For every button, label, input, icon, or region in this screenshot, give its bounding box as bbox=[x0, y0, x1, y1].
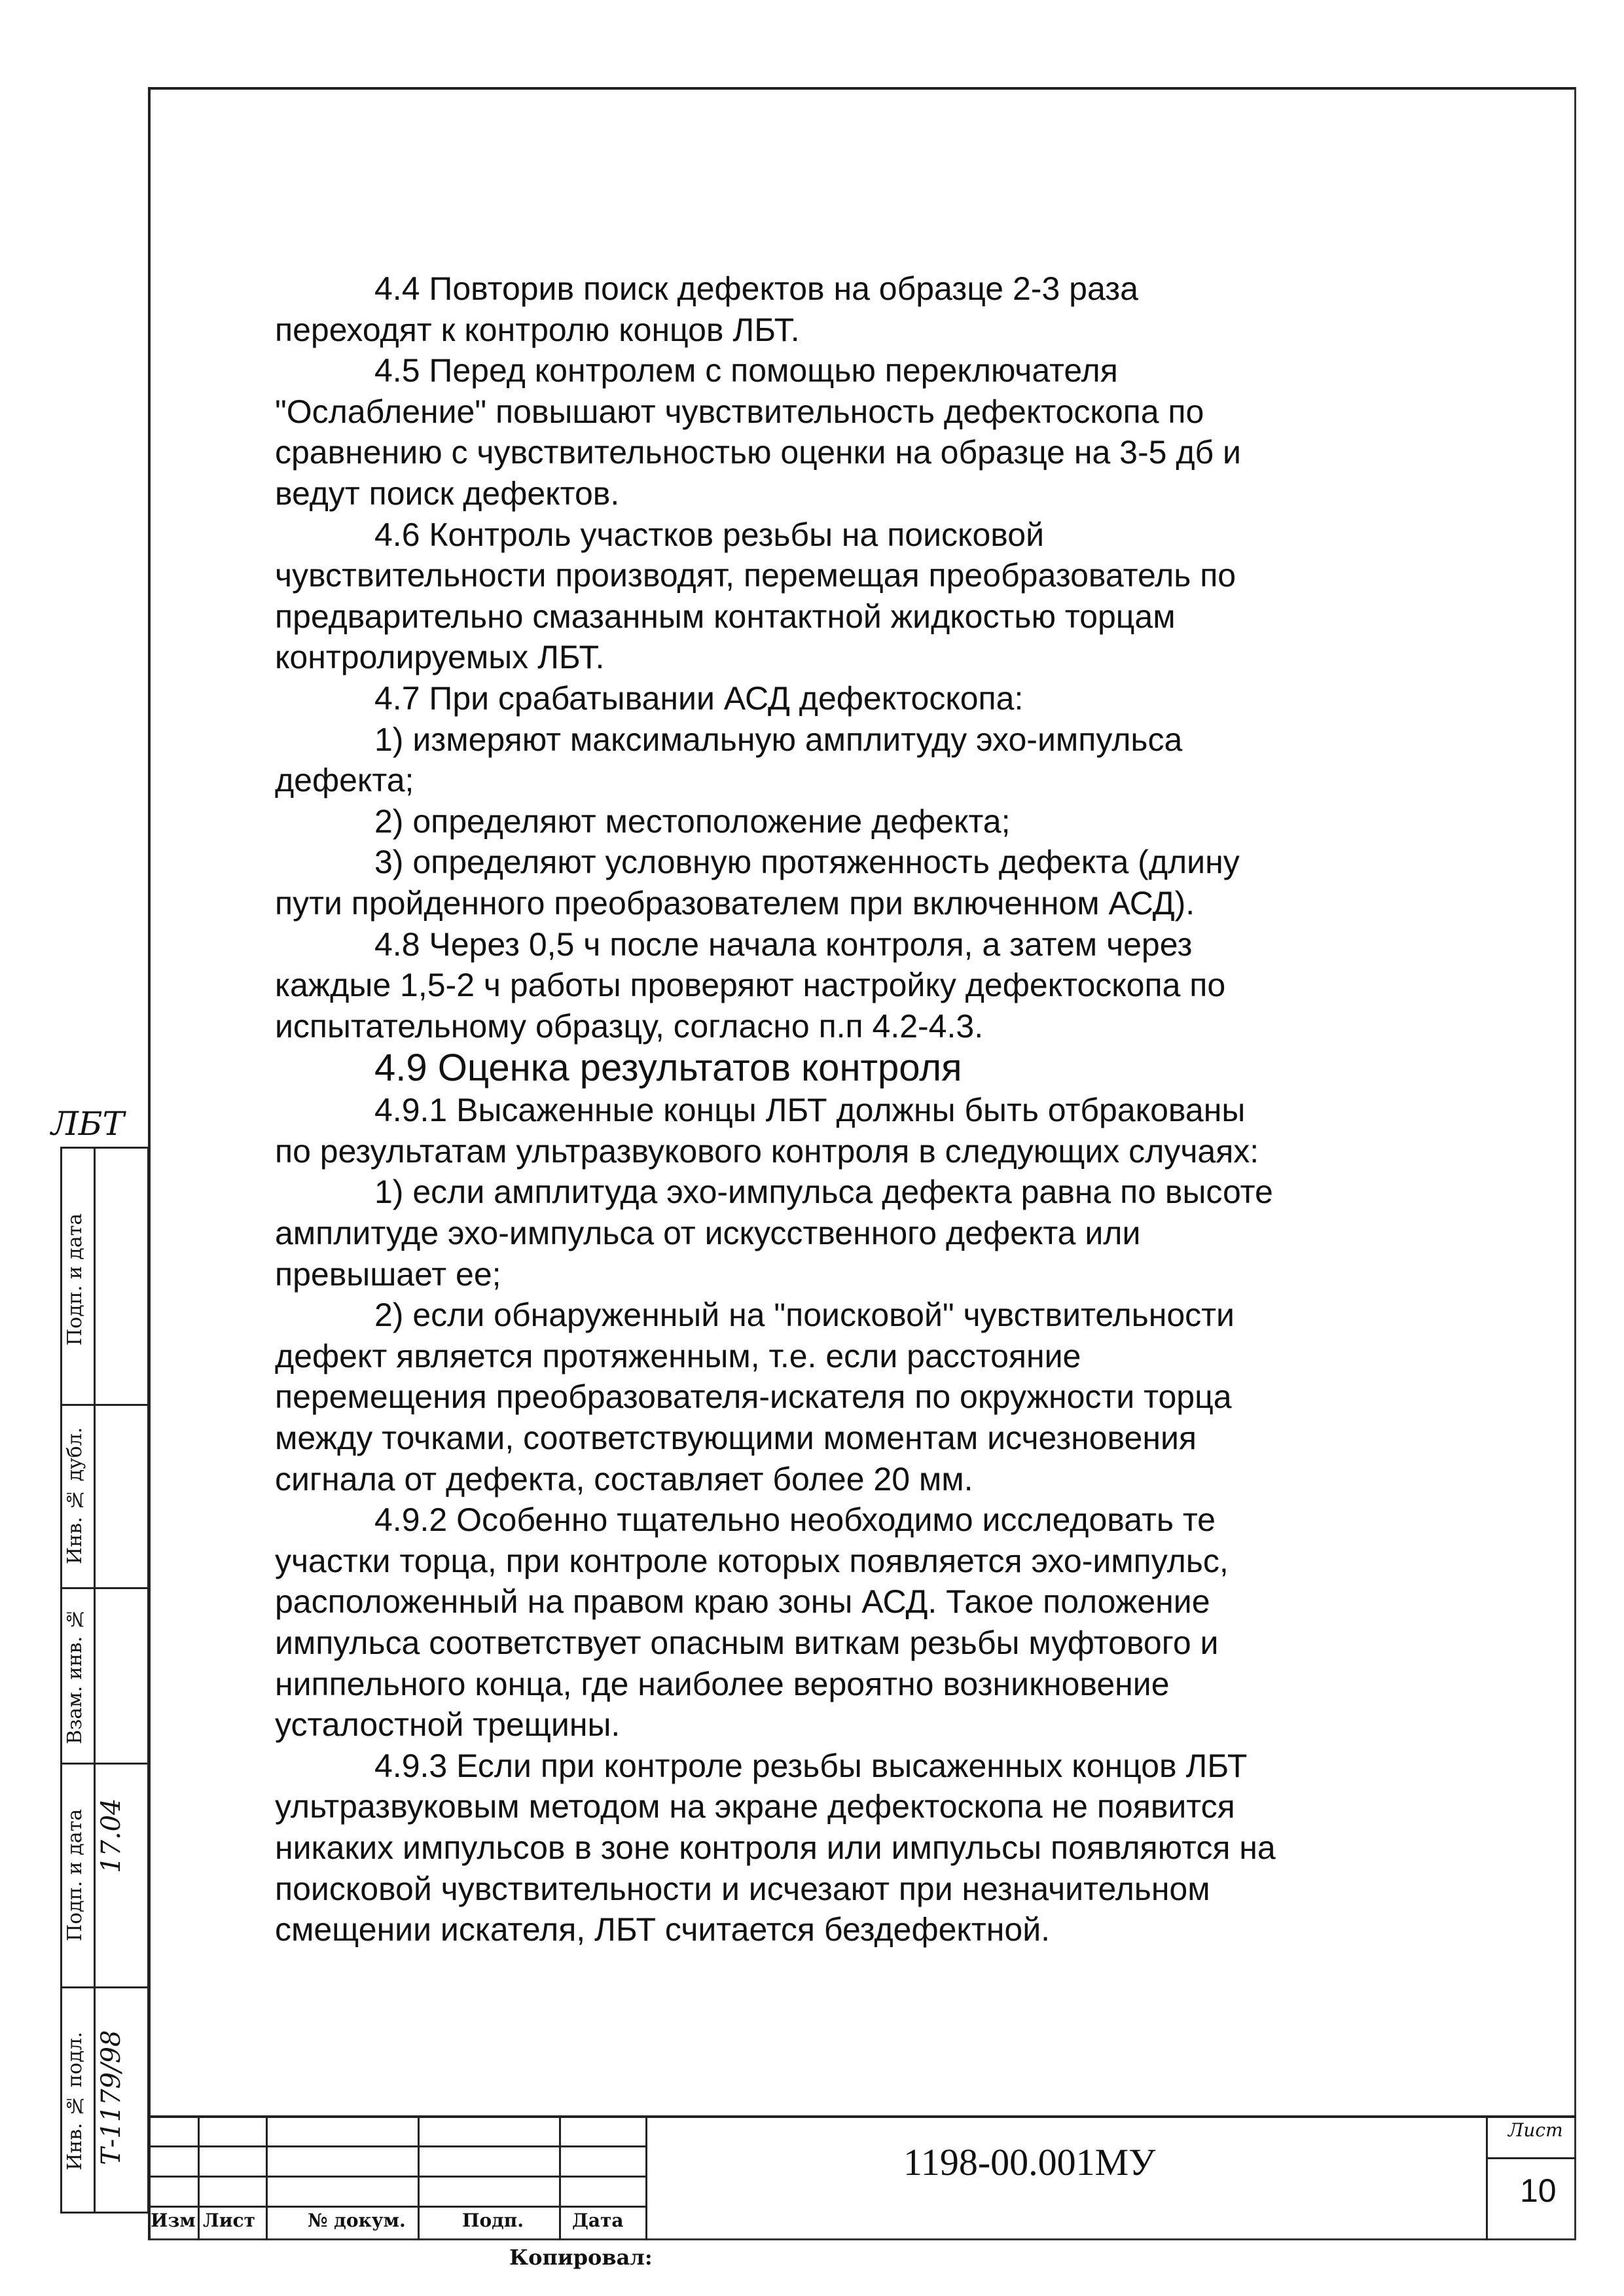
copied-by-label: Копировал: bbox=[509, 2245, 653, 2270]
para-4-6-line4: контролируемых ЛБТ. bbox=[275, 639, 605, 676]
margin-stamp-column bbox=[60, 1147, 149, 2214]
para-4-7-item1-cont: дефекта; bbox=[275, 762, 414, 799]
sheet-number: 10 bbox=[1520, 2172, 1557, 2209]
para-4-5-line2: "Ослабление" повышают чувствительность дефектоскопа по bbox=[275, 393, 1204, 430]
para-4-9-3: 4.9.3 Если при контроле резьбы высаженных концов ЛБТ bbox=[374, 1747, 1248, 1784]
title-block-col-line bbox=[418, 2118, 420, 2240]
title-block-col-line bbox=[645, 2118, 647, 2240]
para-4-6-line2: чувствительности производят, перемещая преобразователь по bbox=[275, 557, 1236, 594]
para-4-6-line3: предварительно смазанным контактной жидкостью торцам bbox=[275, 598, 1176, 635]
para-4-7-item2: 2) определяют местоположение дефекта; bbox=[374, 802, 1011, 840]
title-block-row-line bbox=[148, 2206, 645, 2208]
margin-label-podp-data: Подп. и дата bbox=[63, 1213, 86, 1346]
title-block-row-line bbox=[148, 2145, 645, 2147]
para-4-9-1-item2-line5: сигнала от дефекта, составляет более 20 мм. bbox=[275, 1460, 973, 1498]
para-4-9-2-line2: участки торца, при контроле которых появляется эхо-импульс, bbox=[275, 1542, 1229, 1579]
para-4-5: 4.5 Перед контролем с помощью переключателя bbox=[374, 352, 1118, 389]
title-block-col-line bbox=[198, 2118, 200, 2240]
margin-row-line bbox=[62, 1986, 147, 1988]
title-block-col-line bbox=[559, 2118, 561, 2240]
section-heading-4-9: 4.9 Оценка результатов контроля bbox=[374, 1047, 962, 1090]
para-4-9-3-line5: смещении искателя, ЛБТ считается бездефектной. bbox=[275, 1911, 1051, 1948]
para-4-9-2-line6: усталостной трещины. bbox=[275, 1706, 621, 1744]
col-list: Лист bbox=[203, 2210, 255, 2231]
title-block bbox=[148, 2115, 1576, 2240]
para-4-9-1-item1: 1) если амплитуда эхо-импульса дефекта равна по высоте bbox=[374, 1174, 1273, 1211]
para-4-9-3-line3: никаких импульсов в зоне контроля или импульсы появляются на bbox=[275, 1829, 1276, 1866]
title-block-row-line bbox=[148, 2176, 645, 2178]
col-data: Дата bbox=[572, 2210, 624, 2231]
sheet-label: Лист bbox=[1508, 2119, 1563, 2141]
document-body bbox=[275, 268, 1427, 1950]
para-4-9-1-item2-line4: между точками, соответствующими моментам исчезновения bbox=[275, 1420, 1197, 1457]
margin-mark: ЛБТ bbox=[51, 1105, 124, 1143]
para-4-8-line2: каждые 1,5-2 ч работы проверяют настройку дефектоскопа по bbox=[275, 967, 1226, 1004]
para-4-8-line3: испытательному образцу, согласно п.п 4.2-4.3. bbox=[275, 1007, 984, 1045]
para-4-9-2: 4.9.2 Особенно тщательно необходимо исследовать те bbox=[374, 1501, 1216, 1539]
para-4-7-item1: 1) измеряют максимальную амплитуду эхо-импульса bbox=[374, 721, 1183, 758]
para-4-9-3-line2: ультразвуковым методом на экране дефектоскопа не появится bbox=[275, 1788, 1235, 1825]
margin-label-inv-dubl: Инв. № дубл. bbox=[63, 1427, 86, 1564]
margin-row-line bbox=[62, 1587, 147, 1589]
para-4-5-line4: ведут поиск дефектов. bbox=[275, 475, 620, 512]
para-4-7-item3: 3) определяют условную протяженность дефекта (длину bbox=[374, 844, 1240, 881]
para-4-9-1-line2: по результатам ультразвукового контроля в следующих случаях: bbox=[275, 1132, 1259, 1170]
para-4-9-1-item1-line2: амплитуде эхо-импульса от искусственного дефекта или bbox=[275, 1215, 1141, 1252]
margin-label-inv-podl: Инв. № подл. bbox=[63, 2032, 86, 2170]
para-4-9-1-item2-line3: перемещения преобразователя-искателя по окружности торца bbox=[275, 1378, 1232, 1416]
para-4-4-cont: переходят к контролю концов ЛБТ. bbox=[275, 311, 800, 348]
para-4-5-line3: сравнению с чувствительностью оценки на образце на 3-5 дб и bbox=[275, 434, 1241, 471]
margin-divider bbox=[94, 1149, 96, 2212]
para-4-9-1-item2-line2: дефект является протяженным, т.е. если расстояние bbox=[275, 1337, 1081, 1374]
margin-label-vzam-inv: Взам. инв. № bbox=[63, 1607, 86, 1744]
para-4-9-1-item2: 2) если обнаруженный на "поисковой" чувствительности bbox=[374, 1297, 1235, 1334]
para-4-9-1: 4.9.1 Высаженные концы ЛБТ должны быть отбракованы bbox=[374, 1092, 1246, 1129]
para-4-9-2-line4: импульса соответствует опасным виткам резьбы муфтового и bbox=[275, 1624, 1219, 1661]
margin-label-podp-data-2: Подп. и дата bbox=[63, 1808, 86, 1942]
document-code: 1198-00.001МУ bbox=[903, 2141, 1156, 2183]
handwritten-date: 17.04 bbox=[96, 1798, 126, 1874]
para-4-9-2-line3: расположенный на правом краю зоны АСД. Такое положение bbox=[275, 1583, 1210, 1621]
handwritten-inv-number: Т-1179/98 bbox=[96, 2030, 126, 2166]
para-4-9-1-item1-line3: превышает ее; bbox=[275, 1255, 501, 1293]
title-block-col-line bbox=[1486, 2118, 1488, 2240]
para-4-6: 4.6 Контроль участков резьбы на поисковой bbox=[374, 516, 1044, 553]
sheet-cell-line bbox=[1486, 2157, 1576, 2159]
margin-row-line bbox=[62, 1763, 147, 1765]
para-4-7: 4.7 При срабатывании АСД дефектоскопа: bbox=[374, 679, 1024, 717]
para-4-9-3-line4: поисковой чувствительности и исчезают при незначительном bbox=[275, 1870, 1210, 1907]
para-4-7-item3-cont: пути пройденного преобразователем при включенном АСД). bbox=[275, 884, 1195, 922]
title-block-col-line bbox=[266, 2118, 268, 2240]
para-4-4: 4.4 Повторив поиск дефектов на образце 2-3 раза bbox=[374, 270, 1138, 307]
para-4-8: 4.8 Через 0,5 ч после начала контроля, а затем через bbox=[374, 925, 1193, 963]
para-4-9-2-line5: ниппельного конца, где наиболее вероятно возникновение bbox=[275, 1665, 1170, 1702]
col-dokum: № докум. bbox=[308, 2210, 406, 2231]
col-podp: Подп. bbox=[462, 2210, 524, 2231]
col-izm: Изм bbox=[151, 2210, 196, 2231]
margin-row-line bbox=[62, 1404, 147, 1406]
